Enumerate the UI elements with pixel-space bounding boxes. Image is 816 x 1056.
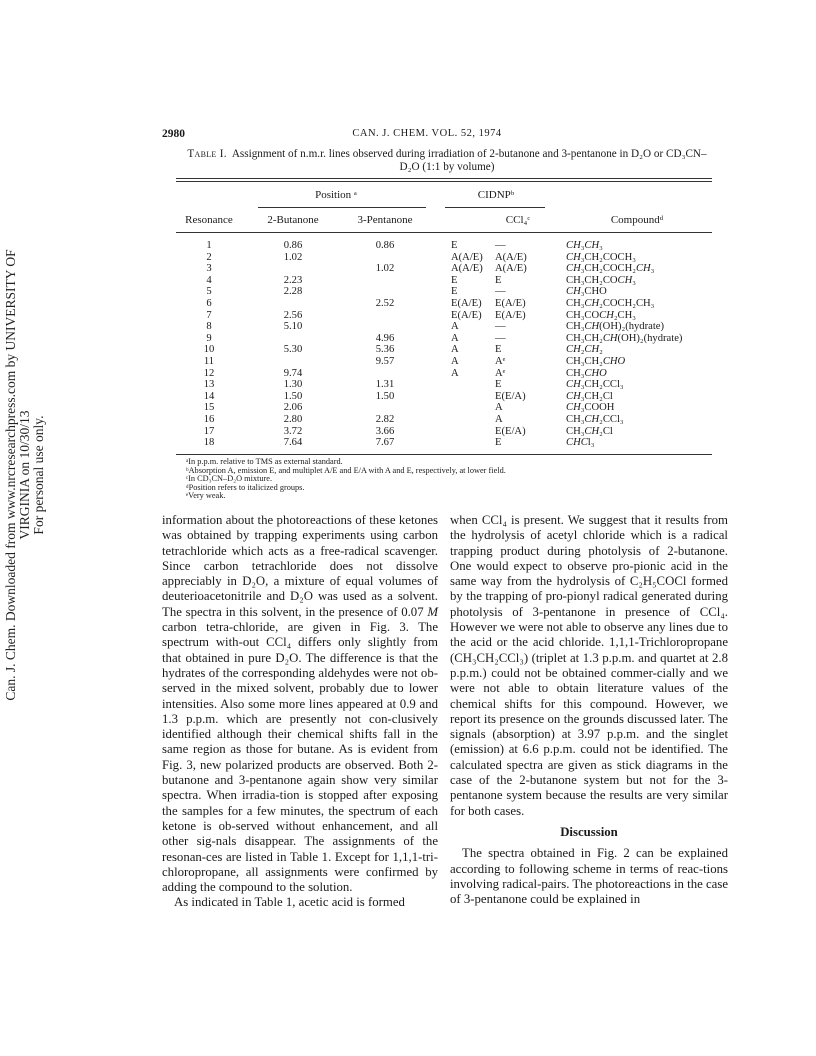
cell-3-pentanone: 7.67 — [375, 437, 395, 449]
cell-2-butanone: 1.50 — [283, 390, 303, 402]
cell-compound: CH₃CH₂Cl — [566, 425, 613, 437]
cell-3-pentanone: 5.36 — [375, 344, 395, 356]
table-caption-text: Assignment of n.m.r. lines observed during irradiation of 2-butanone and 3-pentanone in D₂O or CD₃CN–D₂O (1:1 by volume) — [231, 148, 707, 173]
cell-cidnp-d2o: A — [451, 344, 459, 356]
table-footnotes — [186, 458, 706, 501]
cell-2-butanone: 5.30 — [283, 344, 303, 356]
cell-cidnp-d2o: E(A/E) — [451, 309, 482, 321]
cell-cidnp-d2o: E — [451, 240, 458, 251]
footnote: ᵇAbsorption A, emission E, and multiplet A/E and E/A with A and E, respectively, at lower field. — [186, 465, 506, 475]
cidnp-group-rule — [445, 207, 545, 208]
cell-compound: CH₃CH₂COCH₃ — [566, 251, 636, 263]
cell-cidnp-d2o: E — [451, 286, 458, 298]
cell-3-pentanone: 1.02 — [375, 263, 395, 275]
cell-cidnp-ccl4: A(A/E) — [495, 251, 527, 263]
cell-compound: CH₃CH₂CCl₃ — [566, 379, 624, 391]
footnote: ᵃIn p.p.m. relative to TMS as external standard. — [186, 457, 343, 466]
cell-resonance: 2 — [206, 251, 212, 263]
cell-3-pentanone: 4.96 — [375, 332, 395, 344]
cell-2-butanone: 9.74 — [283, 367, 303, 379]
cell-cidnp-ccl4: E — [495, 437, 502, 449]
cell-3-pentanone: 9.57 — [375, 356, 395, 367]
cell-cidnp-ccl4: A — [495, 402, 503, 414]
body-column-left — [162, 513, 438, 911]
cell-cidnp-ccl4: A — [495, 414, 503, 425]
table-label: Table I. — [187, 148, 227, 160]
cell-resonance: 18 — [203, 437, 215, 449]
cell-cidnp-ccl4: E(A/E) — [495, 298, 526, 309]
cell-compound: CHCl₃ — [566, 437, 595, 449]
body-column-right — [450, 513, 728, 907]
cell-cidnp-d2o: A — [451, 332, 459, 344]
cell-cidnp-d2o: E — [451, 274, 458, 286]
header-bottom-rule — [176, 232, 712, 233]
cell-compound: CH₃CH₃ — [566, 240, 603, 251]
cell-2-butanone: 2.28 — [283, 286, 303, 298]
cell-cidnp-d2o: A(A/E) — [451, 263, 483, 275]
page-header — [162, 128, 692, 144]
discussion-heading: Discussion — [560, 824, 618, 839]
cell-cidnp-ccl4: A(A/E) — [495, 263, 527, 275]
cell-cidnp-d2o: A — [451, 321, 459, 333]
cell-3-pentanone: 2.82 — [375, 414, 395, 425]
cell-3-pentanone: 1.50 — [375, 390, 395, 402]
cell-resonance: 15 — [203, 402, 215, 414]
cell-cidnp-ccl4: Aᵉ — [495, 356, 506, 367]
cell-compound: CH₃CH₂CH(OH)₂(hydrate) — [566, 332, 683, 344]
cell-cidnp-d2o: E(A/E) — [451, 298, 482, 309]
footnote: ᶜIn CD₃CN–D₂O mixture. — [186, 474, 273, 484]
cell-compound: CH₃CH₂Cl — [566, 390, 613, 402]
cell-cidnp-ccl4: — — [495, 286, 506, 298]
header-3-pentanone: 3-Pentanone — [357, 214, 413, 226]
cell-2-butanone: 2.06 — [283, 402, 303, 414]
cell-cidnp-ccl4: E(E/A) — [495, 425, 526, 437]
cell-compound: CH₃CHO — [566, 286, 607, 298]
cell-3-pentanone: 0.86 — [375, 240, 395, 251]
cell-resonance: 17 — [203, 425, 215, 437]
cell-cidnp-d2o: A — [451, 367, 459, 379]
cell-cidnp-ccl4: — — [495, 321, 506, 333]
cell-compound: CH₃CH₂COCH₂CH₃ — [566, 263, 655, 275]
position-group-rule — [258, 207, 426, 208]
cell-resonance: 16 — [203, 414, 215, 425]
cell-compound: CH₃CH₂COCH₂CH₃ — [566, 298, 655, 309]
header-2-butanone: 2-Butanone — [267, 214, 319, 226]
cell-compound: CH₃CH₂COCH₃ — [566, 274, 636, 286]
cell-3-pentanone: 3.66 — [375, 425, 395, 437]
footnote: ᵉVery weak. — [186, 491, 226, 501]
table-top-rule-2 — [176, 181, 712, 182]
footnote: ᵈPosition refers to italicized groups. — [186, 482, 305, 492]
cell-cidnp-ccl4: Aᵉ — [495, 367, 506, 379]
cell-resonance: 4 — [206, 274, 212, 286]
cell-compound: CH₃CHO — [566, 367, 607, 379]
page-number: 2980 — [162, 128, 185, 140]
cell-resonance: 13 — [203, 379, 215, 391]
cell-resonance: 12 — [203, 367, 215, 379]
table-caption — [182, 148, 712, 174]
cell-resonance: 11 — [203, 356, 215, 367]
cell-resonance: 5 — [206, 286, 212, 298]
cell-resonance: 9 — [206, 332, 212, 344]
table-top-rule — [176, 178, 712, 179]
cell-compound: CH₃COOH — [566, 402, 615, 414]
cell-resonance: 7 — [206, 309, 212, 321]
cell-resonance: 8 — [206, 321, 212, 333]
cell-cidnp-ccl4: — — [495, 332, 506, 344]
running-title: CAN. J. CHEM. VOL. 52, 1974 — [352, 128, 502, 139]
cell-cidnp-ccl4: E — [495, 379, 502, 391]
cell-2-butanone: 2.23 — [283, 274, 303, 286]
cell-cidnp-ccl4: E(A/E) — [495, 309, 526, 321]
cell-2-butanone: 1.02 — [283, 251, 303, 263]
cell-3-pentanone: 1.31 — [375, 379, 395, 391]
cell-2-butanone: 5.10 — [283, 321, 303, 333]
header-compound: Compoundᵈ — [610, 214, 664, 226]
cell-resonance: 3 — [206, 263, 212, 275]
header-cidnp-group: CIDNPᵇ — [477, 189, 515, 201]
table-bottom-rule — [176, 454, 712, 455]
cell-compound: CH₃CH₂CHO — [566, 356, 626, 367]
header-ccl4: CCl₄ᶜ — [505, 214, 531, 226]
side-note-text: Can. J. Chem. Downloaded from www.nrcresearchpress.com by UNIVERSITY OF VIRGINIA on 10/30/13 For personal use only. — [3, 249, 46, 701]
cell-2-butanone: 2.56 — [283, 309, 303, 321]
cell-2-butanone: 2.80 — [283, 414, 303, 425]
body-paragraph: information about the photoreactions of these ketones was obtained by trapping experiments using carbon tetrachloride which acts as a free-radical scavenger. Since carbon tetrachloride does not dissolve appreciably in D₂O, a mixture of equal volumes of deuterioacetonitrile and D₂O was used as a solvent. The spectra in this solvent, in the presence of 0.07 M carbon tetra-chloride, are given in Fig. 3. The spectrum with-out CCl₄ differs only slightly from that obtained in pure D₂O. The difference is that the hydrates of the corresponding aldehydes were not ob-served in the mixed solvent, probably due to lower intensities. Also some more lines appeared at 0.9 and 1.3 p.p.m. which are presently not con-clusively identified although their chemical shifts fall in the same region as those for butane. As is evident from Fig. 3, new polarized products are observed. Both 2-butanone and 3-pentanone again show very similar spectra. When irradia-tion is stopped after exposing the samples for a few minutes, the spectrum of each ketone is ob-served without enhancement, and all other sig-nals disappear. The assignments of the resonan-ces are listed in Table 1. Except for 1,1,1-tri-chloropropane, all assignments were confirmed by adding the compound to the solution. — [162, 513, 438, 895]
cell-cidnp-ccl4: E(E/A) — [495, 390, 526, 402]
cell-cidnp-d2o: A(A/E) — [451, 251, 483, 263]
cell-compound: CH₃CH₂CCl₃ — [566, 414, 624, 425]
cell-2-butanone: 3.72 — [283, 425, 303, 437]
cell-compound: CH₂CH₂ — [566, 344, 603, 356]
cell-cidnp-ccl4: E — [495, 344, 502, 356]
cell-compound: CH₃CH(OH)₂(hydrate) — [566, 321, 665, 333]
cell-resonance: 6 — [206, 298, 212, 309]
cell-resonance: 1 — [206, 240, 212, 251]
cell-3-pentanone: 2.52 — [375, 298, 395, 309]
cell-2-butanone: 0.86 — [283, 240, 303, 251]
download-side-note — [3, 240, 46, 710]
body-paragraph: The spectra obtained in Fig. 2 can be explained according to following scheme in terms of reac-tions involving radical-pairs. The photoreactions in the case of 3-pentanone could be explained in — [450, 846, 729, 907]
cell-compound: CH₃COCH₂CH₃ — [566, 309, 636, 321]
cell-resonance: 14 — [203, 390, 215, 402]
header-position-group: Position ᵃ — [315, 189, 357, 201]
cell-resonance: 10 — [203, 344, 215, 356]
cell-2-butanone: 1.30 — [283, 379, 303, 391]
cell-cidnp-ccl4: — — [495, 240, 506, 251]
cell-2-butanone: 7.64 — [283, 437, 303, 449]
body-paragraph: As indicated in Table 1, acetic acid is formed — [174, 895, 405, 910]
cell-cidnp-d2o: A — [451, 356, 459, 367]
cell-cidnp-ccl4: E — [495, 274, 502, 286]
body-paragraph: when CCl₄ is present. We suggest that it results from the hydrolysis of acetyl chloride which is a radical trapping product during photolysis of 2-butanone. One would expect to observe pro-pionic acid in the same way from the hydrolysis of C₂H₅COCl formed by the trapping of pro-pionyl radical generated during photolysis of 3-pentanone in presence of CCl₄. However we were not able to observe any lines due to the acid or the acid chloride. 1,1,1-Trichloropropane (CH₃CH₂CCl₃) (triplet at 1.3 p.p.m. and quartet at 2.8 p.p.m.) could not be obtained commer-cially and we were not able to obtain literature values of the chemical shifts for this compound. However, we report its presence on the grounds discussed later. The signals (absorption) at 3.97 p.p.m. and the singlet (emission) at 6.6 p.p.m. could not be identified. The calculated spectra are given as stick diagrams in the case of the 2-butanone system but not for the 3-pentanone system because the results are very similar for both cases. — [450, 513, 728, 818]
header-resonance: Resonance — [185, 214, 233, 226]
